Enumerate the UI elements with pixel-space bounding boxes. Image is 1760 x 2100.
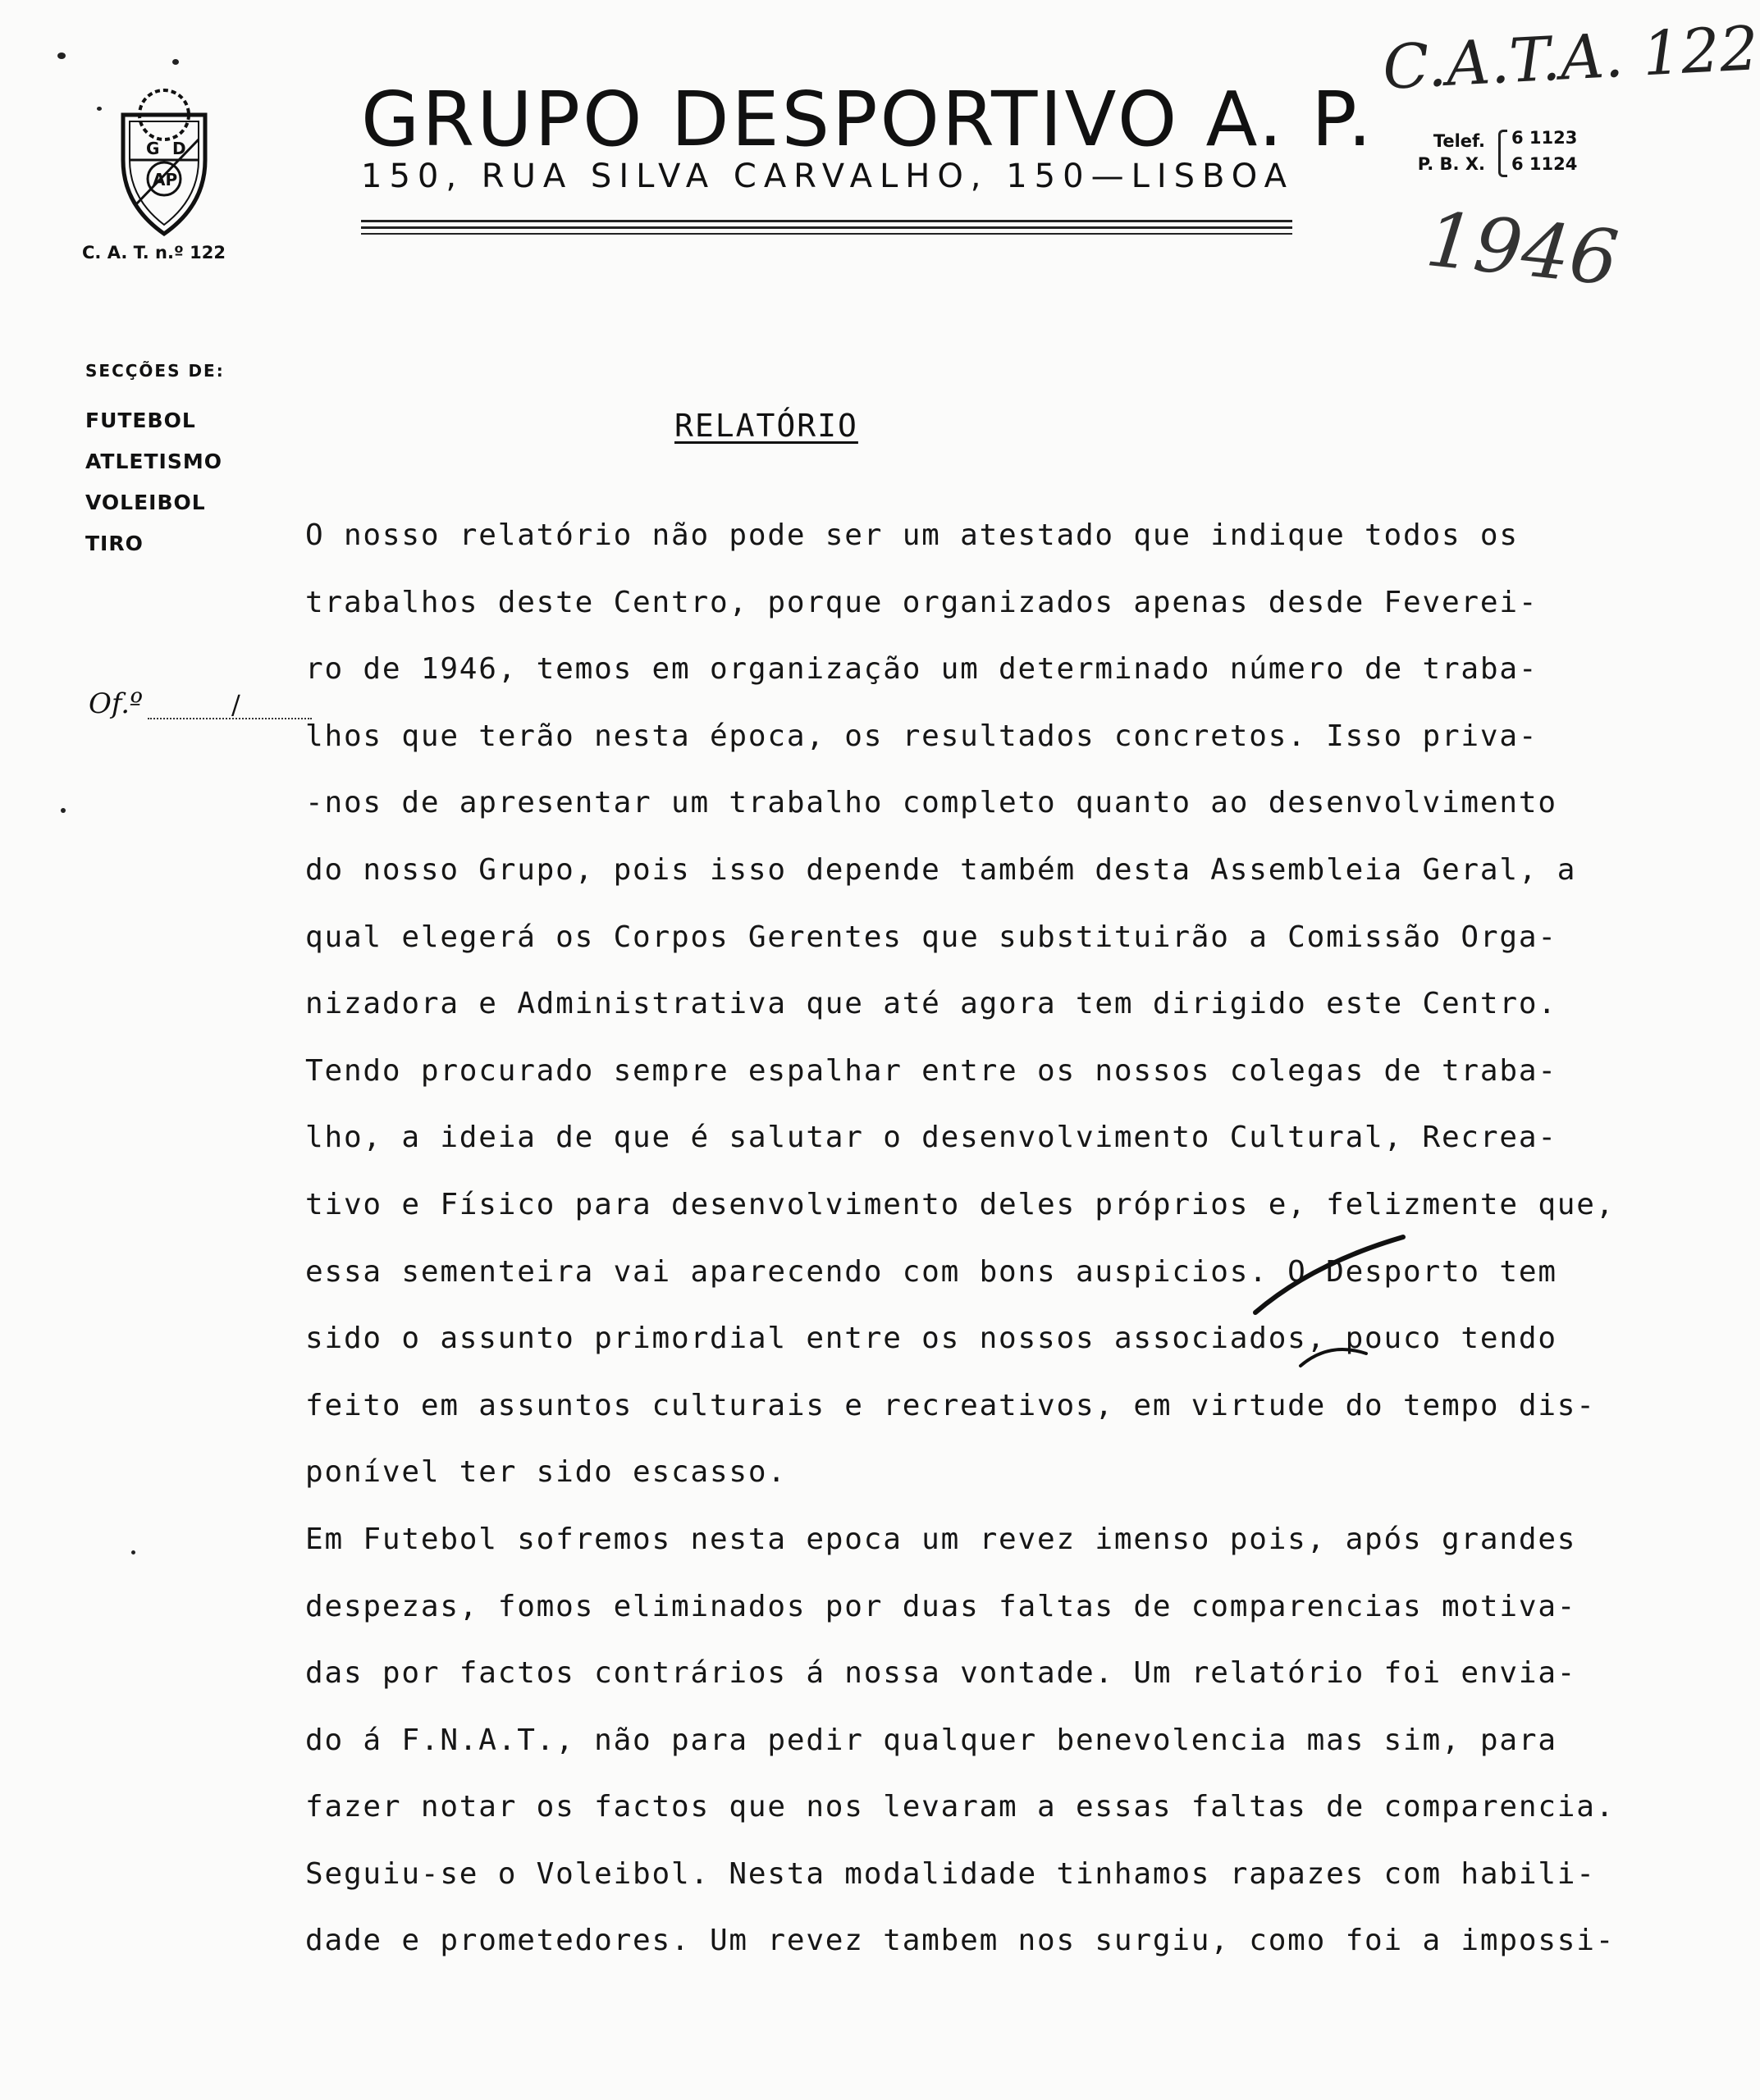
phone-label-telef: Telef. [1433,131,1485,151]
report-line: ponível ter sido escasso. [305,1455,787,1490]
report-line: tivo e Físico para desenvolvimento deles próprios e, felizmente que, [305,1187,1616,1221]
letterhead-address: 150, RUA SILVA CARVALHO, 150—LISBOA [361,158,1294,195]
office-reference-label: Of.º [89,687,144,720]
logo-letters-ap: AP [153,170,178,189]
report-line: despezas, fomos eliminados por duas faltas de comparencias motiva- [305,1589,1577,1623]
report-body [305,502,1651,1974]
office-reference-line [148,718,312,719]
scan-speck [131,1550,135,1554]
report-line: -nos de apresentar um trabalho completo quanto ao desenvolvimento [305,786,1557,820]
section-atletismo: ATLETISMO [85,450,222,473]
scan-speck [97,107,102,111]
report-line: trabalhos deste Centro, porque organizados apenas desde Feverei- [305,585,1538,619]
report-line: lhos que terão nesta época, os resultados concretos. Isso priva- [305,719,1538,753]
phone-label-pbx: P. B. X. [1417,154,1485,174]
report-heading: RELATÓRIO [674,408,858,444]
club-emblem-logo [107,82,222,238]
logo-letter-d: D [172,139,186,158]
pen-stroke-mark [1296,1337,1370,1370]
pen-stroke-mark [1247,1230,1411,1321]
report-line: lho, a ideia de que é salutar o desenvolvimento Cultural, Recrea- [305,1121,1557,1155]
scan-speck [61,808,66,813]
header-rule-2 [361,226,1292,229]
cat-number: C. A. T. n.º 122 [82,243,226,262]
scan-speck [172,59,179,65]
phone-number-1: 6 1123 [1511,128,1578,148]
report-line: Seguiu-se o Voleibol. Nesta modalidade tinhamos rapazes com habili- [305,1856,1596,1891]
report-line: das por factos contrários á nossa vontade. Um relatório foi envia- [305,1656,1577,1691]
report-line: do á F.N.A.T., não para pedir qualquer benevolencia mas sim, para [305,1723,1557,1757]
report-line: sido o assunto primordial entre os nossos associados, pouco tendo [305,1322,1557,1356]
report-line: O nosso relatório não pode ser um atestado que indique todos os [305,518,1519,552]
phone-bracket [1498,130,1507,177]
report-line: qual elegerá os Corpos Gerentes que substituirão a Comissão Orga- [305,920,1557,954]
office-reference-slash: / [231,689,240,720]
phone-labels [1411,130,1490,176]
report-line: feito em assuntos culturais e recreativos, em virtude do tempo dis- [305,1388,1596,1422]
section-voleibol: VOLEIBOL [85,491,206,514]
report-line: Em Futebol sofremos nesta epoca um revez imenso pois, após grandes [305,1522,1577,1556]
header-rule-3 [361,233,1292,235]
report-line: Tendo procurado sempre espalhar entre os nossos colegas de traba- [305,1053,1557,1088]
handwritten-reference: C.A.T.A. 122 [1381,13,1760,103]
handwritten-year: 1946 [1422,195,1623,303]
phone-number-2: 6 1124 [1511,154,1578,174]
section-futebol: FUTEBOL [85,409,196,432]
letterhead-title: GRUPO DESPORTIVO A. P. [361,75,1374,163]
report-line: dade e prometedores. Um revez tambem nos surgiu, como foi a impossi- [305,1924,1616,1958]
report-line: nizadora e Administrativa que até agora tem dirigido este Centro. [305,987,1557,1021]
report-line: fazer notar os factos que nos levaram a essas faltas de comparencia. [305,1790,1616,1824]
header-rule-1 [361,220,1292,222]
scan-speck [57,52,66,59]
logo-letter-g: G [146,139,160,158]
report-line: essa sementeira vai aparecendo com bons auspicios. O Desporto tem [305,1254,1557,1289]
sections-label: SECÇÕES DE: [85,361,225,381]
report-line: do nosso Grupo, pois isso depende também desta Assembleia Geral, a [305,852,1577,887]
section-tiro: TIRO [85,532,144,555]
report-line: ro de 1946, temos em organização um determinado número de traba- [305,652,1538,687]
